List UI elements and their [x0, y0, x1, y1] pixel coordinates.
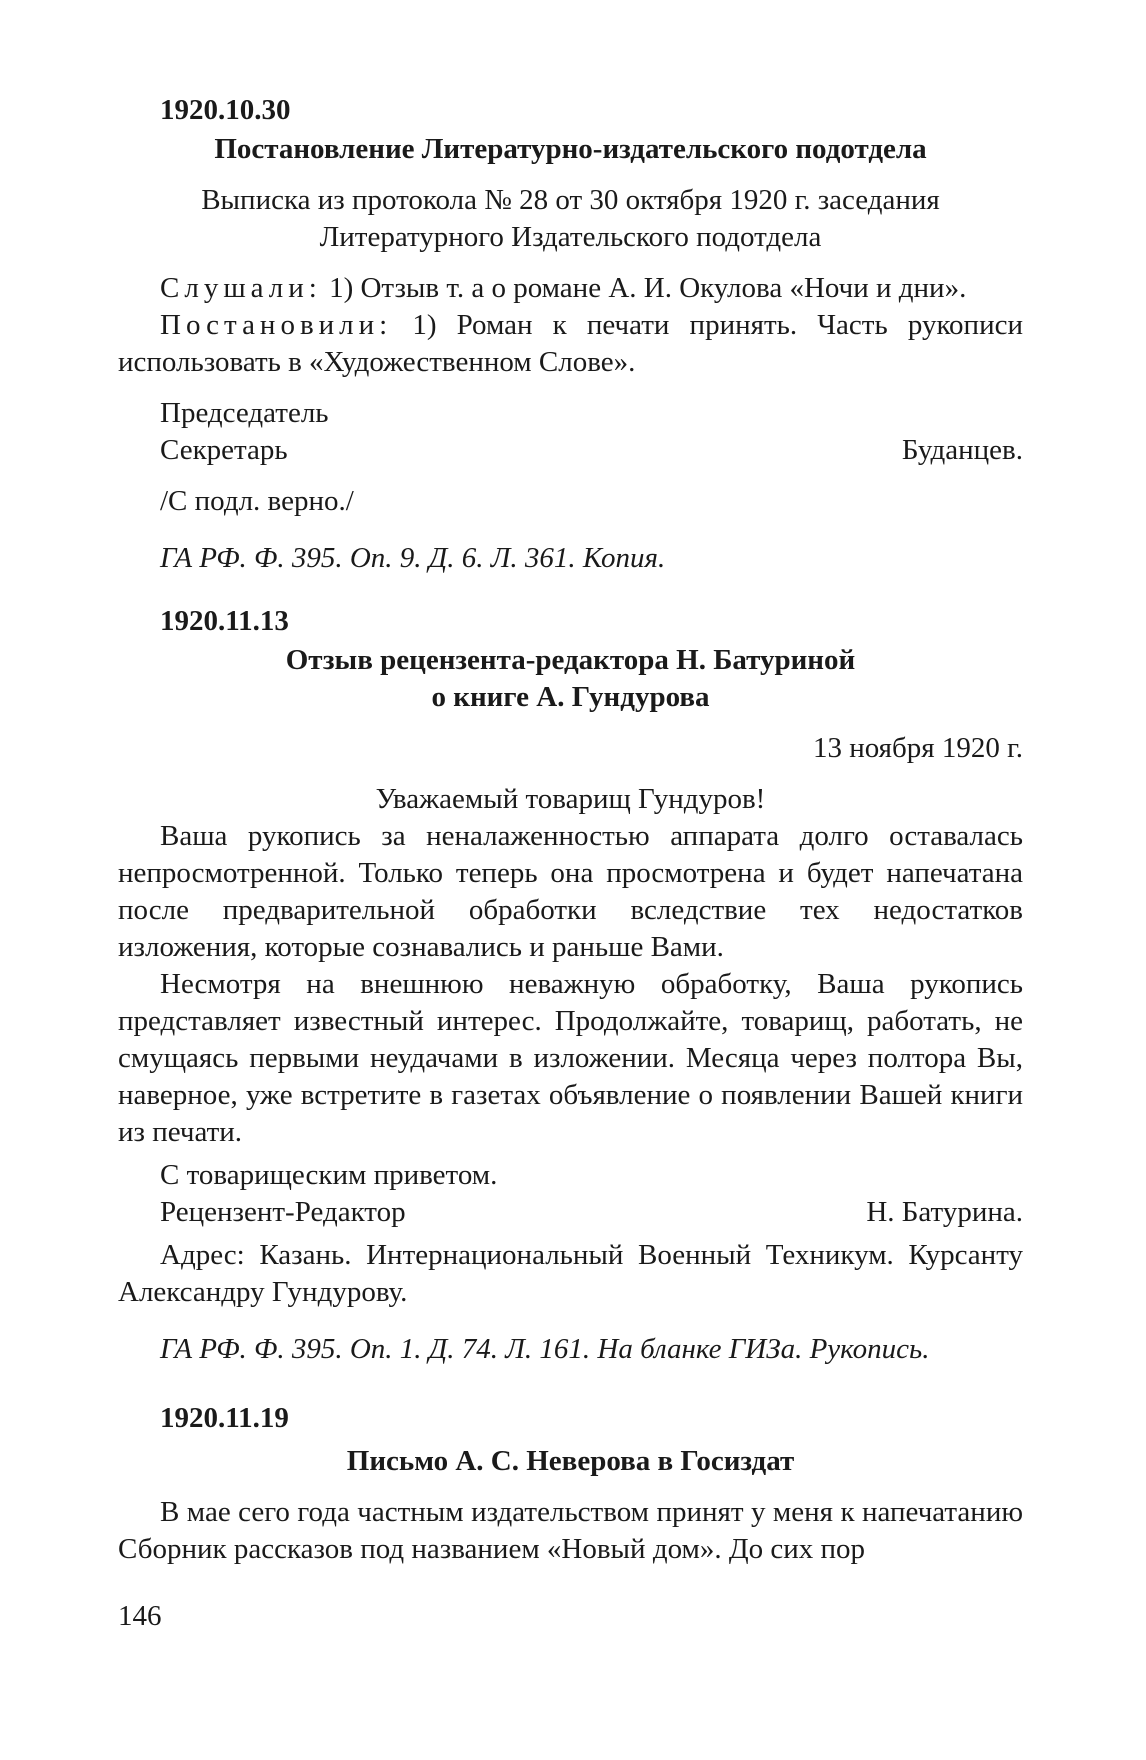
- doc1-heard-label: Слушали:: [160, 272, 322, 304]
- doc2-signer: Н. Батурина.: [866, 1196, 1023, 1228]
- doc2-closing: С товарищеским приветом.: [160, 1159, 498, 1191]
- doc2-greeting: Уважаемый товарищ Гундуров!: [375, 783, 766, 815]
- page-number: 146: [118, 1600, 162, 1632]
- doc2-paragraph-1: Ваша рукопись за неналаженностью аппарата долго оставалась непросмотренной. Только теперь она просмотрена и будет напечатана после предварительной обработки вследствие тех недостатков изложения, которые сознавались и раньше Вами.: [118, 820, 1023, 963]
- doc1-decided-label: Постановили:: [160, 309, 393, 341]
- doc2-letter-date: 13 ноября 1920 г.: [812, 732, 1023, 764]
- doc1-date: 1920.10.30: [160, 94, 291, 126]
- doc1-secretary-name: Буданцев.: [901, 434, 1023, 466]
- page-content: [118, 92, 1023, 1568]
- doc1-verified: /С подл. верно./: [160, 485, 354, 517]
- doc2-title-line1: Отзыв рецензента-редактора Н. Батуриной: [285, 644, 856, 676]
- doc2-title-line2: о книге А. Гундурова: [431, 681, 710, 713]
- doc1-subtitle-line1: Выписка из протокола № 28 от 30 октября 1920 г. заседания: [201, 184, 940, 216]
- doc1-chair: Председатель: [160, 397, 329, 429]
- doc3-date: 1920.11.19: [160, 1402, 289, 1434]
- doc2-address: Адрес: Казань. Интернациональный Военный Техникум. Курсанту Александру Гундурову.: [118, 1239, 1023, 1308]
- doc1-heard: [118, 270, 1023, 307]
- doc3-title: Письмо А. С. Неверова в Госиздат: [346, 1445, 795, 1477]
- doc1-decided: [118, 307, 1023, 381]
- doc2-paragraph-2: Несмотря на внешнюю неважную обработку, Ваша рукопись представляет известный интерес. Продолжайте, товарищ, работать, не смущаясь первыми неудачами в изложении. Месяца через полтора Вы, наверное, уже встретите в газетах объявление о появлении Вашей книги из печати.: [118, 968, 1023, 1148]
- doc1-subtitle-line2: Литературного Издательского подотдела: [319, 221, 822, 253]
- doc1-secretary-label: Секретарь: [160, 434, 288, 466]
- doc2-date: 1920.11.13: [160, 605, 289, 637]
- doc1-title: Постановление Литературно-издательского подотдела: [214, 133, 927, 165]
- doc1-secretary-row: [118, 432, 1023, 469]
- doc3-paragraph-1: В мае сего года частным издательством принят у меня к напечатанию Сборник рассказов под названием «Новый дом». До сих пор: [118, 1496, 1023, 1565]
- doc2-signature-row: [118, 1194, 1023, 1231]
- doc1-source: ГА РФ. Ф. 395. Оп. 9. Д. 6. Л. 361. Копия.: [160, 542, 666, 574]
- doc1-decided-text: 1) Роман к печати принять. Часть рукописи использовать в «Художественном Слове».: [118, 309, 1023, 378]
- doc2-role: Рецензент-Редактор: [160, 1196, 406, 1228]
- doc1-heard-text: 1) Отзыв т. а о романе А. И. Окулова «Ночи и дни».: [321, 272, 967, 304]
- doc2-source: ГА РФ. Ф. 395. Оп. 1. Д. 74. Л. 161. На бланке ГИЗа. Рукопись.: [160, 1333, 930, 1365]
